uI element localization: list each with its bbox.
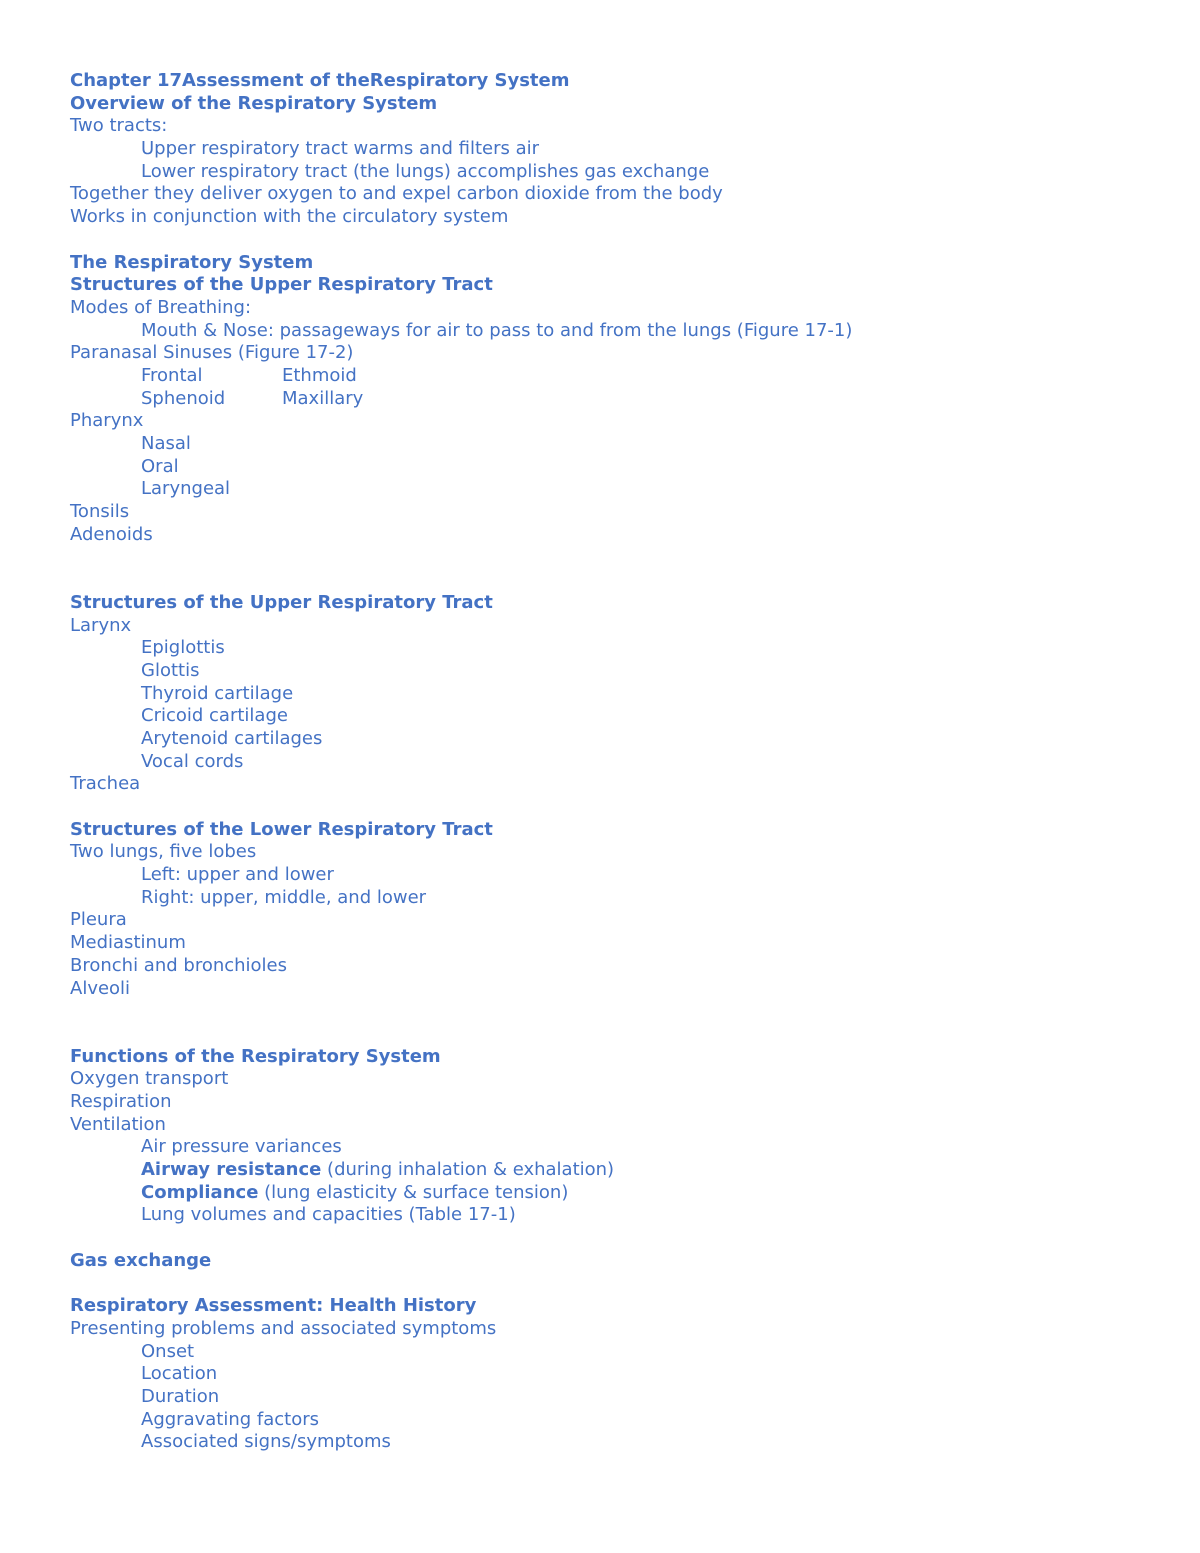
overview-works: Works in conjunction with the circulatory system [70,206,509,228]
larynx-part: Epiglottis [141,637,225,659]
overview-lower-tract: Lower respiratory tract (the lungs) accomplishes gas exchange [141,160,710,182]
lower-item: Mediastinum [70,932,186,954]
compliance-desc: (lung elasticity & surface tension) [258,1181,569,1203]
overview-two-tracts: Two tracts: [70,115,168,137]
lung-volumes: Lung volumes and capacities (Table 17-1) [141,1204,516,1226]
modes-of-breathing: Modes of Breathing: [70,296,252,318]
overview-upper-tract: Upper respiratory tract warms and filters air [141,138,540,160]
lower-item: Bronchi and bronchioles [70,954,288,976]
paranasal-sinuses: Paranasal Sinuses (Figure 17-2) [70,342,354,364]
pharynx-part: Oral [141,455,179,477]
lower-tract-heading: Structures of the Lower Respiratory Tract [70,818,493,840]
tonsils: Tonsils [70,501,130,523]
sinus-row [70,388,1150,411]
upper-tract-heading-2: Structures of the Upper Respiratory Tract [70,591,493,613]
adenoids: Adenoids [70,523,153,545]
assessment-heading: Respiratory Assessment: Health History [70,1295,477,1317]
compliance-line [70,1182,1150,1205]
overview-together: Together they deliver oxygen to and expel carbon dioxide from the body [70,183,723,205]
mouth-nose: Mouth & Nose: passageways for air to pass to and from the lungs (Figure 17-1) [141,319,853,341]
pharynx-part: Laryngeal [141,478,231,500]
document-body [70,70,1150,1454]
sinus-name: Sphenoid [141,387,226,409]
air-pressure: Air pressure variances [141,1136,342,1158]
two-lungs: Two lungs, five lobes [70,841,257,863]
spacer [70,1227,1150,1250]
assessment-item: Location [141,1363,218,1385]
upper-tract-heading: Structures of the Upper Respiratory Tract [70,274,493,296]
compliance-term: Compliance [141,1181,259,1203]
sinus-name: Maxillary [282,387,364,409]
assessment-item: Onset [141,1340,195,1362]
larynx-part: Thyroid cartilage [141,682,294,704]
lower-item: Alveoli [70,977,131,999]
larynx: Larynx [70,614,132,636]
overview-heading: Overview of the Respiratory System [70,92,438,114]
spacer [70,1000,1150,1045]
larynx-part: Vocal cords [141,750,244,772]
gas-exchange-heading: Gas exchange [70,1249,212,1271]
spacer [70,1272,1150,1295]
larynx-part: Arytenoid cartilages [141,727,323,749]
presenting-problems: Presenting problems and associated symptoms [70,1317,497,1339]
assessment-item: Aggravating factors [141,1408,320,1430]
functions-heading: Functions of the Respiratory System [70,1045,441,1067]
sinus-name: Frontal [141,364,203,386]
larynx-part: Cricoid cartilage [141,705,288,727]
pharynx: Pharynx [70,410,144,432]
airway-resistance-line [70,1159,1150,1182]
airway-resistance-desc: (during inhalation & exhalation) [321,1159,615,1181]
left-lung: Left: upper and lower [141,864,334,886]
sinus-name: Ethmoid [282,364,357,386]
chapter-title: Chapter 17Assessment of theRespiratory System [70,70,570,91]
assessment-item: Duration [141,1385,220,1407]
pharynx-part: Nasal [141,433,191,454]
larynx-part: Glottis [141,659,200,681]
spacer [70,229,1150,252]
function-item: Respiration [70,1090,172,1112]
right-lung: Right: upper, middle, and lower [141,886,427,908]
sinus-row [70,365,1150,388]
function-item: Ventilation [70,1113,166,1135]
respiratory-system-heading: The Respiratory System [70,251,314,273]
function-item: Oxygen transport [70,1068,229,1090]
assessment-item: Associated signs/symptoms [141,1431,391,1453]
spacer [70,796,1150,819]
spacer [70,546,1150,591]
trachea: Trachea [70,773,141,795]
lower-item: Pleura [70,909,127,931]
airway-resistance-term: Airway resistance [141,1159,322,1181]
